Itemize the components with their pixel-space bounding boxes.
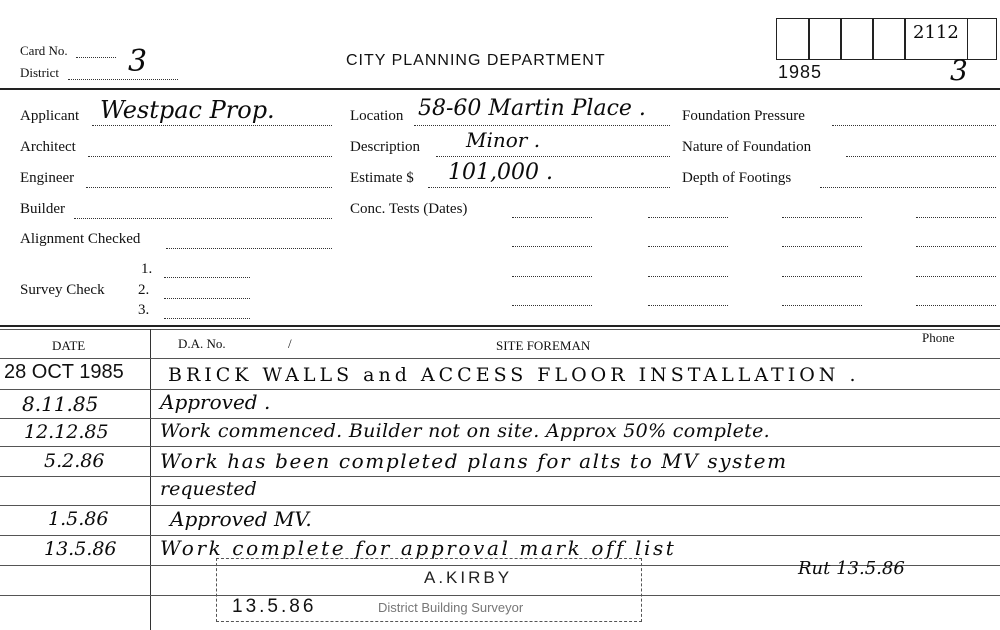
foundation-pressure-line bbox=[832, 124, 996, 126]
file-sub: 3 bbox=[950, 54, 968, 87]
conc-line-r4c1 bbox=[512, 304, 592, 306]
conc-line-r4c2 bbox=[648, 304, 728, 306]
alignment-line bbox=[166, 247, 332, 249]
log-header-date: DATE bbox=[52, 338, 86, 353]
stamp-date: 13.5.86 bbox=[232, 596, 317, 617]
conc-line-r1c2 bbox=[648, 216, 728, 218]
applicant-line bbox=[92, 124, 332, 126]
log-text-1: BRICK WALLS and ACCESS FLOOR INSTALLATION . bbox=[168, 364, 860, 386]
log-row-line-0 bbox=[0, 358, 1000, 359]
applicant-value: Westpac Prop. bbox=[100, 96, 275, 124]
card-no-label: Card No. bbox=[20, 43, 68, 58]
header-divider bbox=[0, 88, 1000, 90]
log-date-divider bbox=[150, 329, 151, 630]
log-date-7: 13.5.86 bbox=[44, 538, 117, 560]
conc-line-r1c3 bbox=[782, 216, 862, 218]
log-text-7: Work complete for approval mark off list bbox=[160, 536, 677, 560]
log-text-5: requested bbox=[160, 478, 257, 500]
estimate-value: 101,000 . bbox=[448, 160, 553, 185]
location-line bbox=[414, 124, 670, 126]
file-box-3 bbox=[840, 18, 874, 60]
builder-label: Builder bbox=[20, 201, 65, 217]
survey-1-label: 1. bbox=[141, 261, 153, 277]
log-date-4: 5.2.86 bbox=[44, 450, 105, 472]
location-value: 58-60 Martin Place . bbox=[418, 96, 646, 121]
log-header-slash: / bbox=[288, 336, 292, 351]
district-line bbox=[68, 78, 178, 80]
log-header-site-foreman: SITE FOREMAN bbox=[496, 338, 591, 353]
conc-line-r2c3 bbox=[782, 245, 862, 247]
conc-line-r1c1 bbox=[512, 216, 592, 218]
card-no-line bbox=[76, 56, 116, 58]
engineer-label: Engineer bbox=[20, 170, 75, 186]
log-row-line-2 bbox=[0, 418, 1000, 419]
depth-label: Depth of Footings bbox=[682, 170, 792, 186]
survey-2-label: 2. bbox=[138, 282, 150, 298]
conc-line-r2c1 bbox=[512, 245, 592, 247]
estimate-line bbox=[428, 186, 670, 188]
survey-3-label: 3. bbox=[138, 302, 150, 318]
conc-tests-label: Conc. Tests (Dates) bbox=[350, 201, 468, 217]
inspector-initials: Rut 13.5.86 bbox=[798, 558, 905, 579]
description-label: Description bbox=[350, 139, 420, 155]
architect-line bbox=[88, 155, 332, 157]
stamp-caption: District Building Surveyor bbox=[378, 600, 524, 615]
log-row-line-3 bbox=[0, 446, 1000, 447]
file-box-6 bbox=[966, 18, 997, 60]
file-number: 2112 bbox=[913, 22, 959, 43]
survey-3-line bbox=[164, 317, 250, 319]
estimate-label: Estimate $ bbox=[350, 170, 414, 186]
district-value: 3 bbox=[128, 44, 148, 79]
conc-line-r4c3 bbox=[782, 304, 862, 306]
survey-1-line bbox=[164, 276, 250, 278]
description-line bbox=[436, 155, 670, 157]
applicant-label: Applicant bbox=[20, 108, 80, 124]
log-row-line-4 bbox=[0, 476, 1000, 477]
location-label: Location bbox=[350, 108, 404, 124]
conc-line-r2c4 bbox=[916, 245, 996, 247]
log-text-3: Work commenced. Builder not on site. Approx 50% complete. bbox=[160, 420, 770, 442]
log-header-da-no: D.A. No. bbox=[178, 336, 226, 351]
survey-2-line bbox=[164, 297, 250, 299]
conc-line-r3c2 bbox=[648, 275, 728, 277]
log-date-6: 1.5.86 bbox=[48, 508, 109, 530]
conc-line-r3c4 bbox=[916, 275, 996, 277]
log-text-2: Approved . bbox=[160, 390, 271, 414]
log-date-3: 12.12.85 bbox=[24, 421, 109, 443]
file-box-4 bbox=[872, 18, 906, 60]
log-text-6: Approved MV. bbox=[170, 507, 312, 531]
log-date-2: 8.11.85 bbox=[22, 392, 99, 416]
conc-line-r1c4 bbox=[916, 216, 996, 218]
log-top-border bbox=[0, 325, 1000, 327]
alignment-label: Alignment Checked bbox=[20, 231, 141, 247]
engineer-line bbox=[86, 186, 332, 188]
page-title: CITY PLANNING DEPARTMENT bbox=[346, 52, 606, 69]
nature-label: Nature of Foundation bbox=[682, 139, 812, 155]
conc-line-r4c4 bbox=[916, 304, 996, 306]
stamp-name: A.KIRBY bbox=[424, 568, 513, 587]
log-date-1: 28 OCT 1985 bbox=[4, 361, 124, 383]
conc-line-r3c1 bbox=[512, 275, 592, 277]
log-row-line-1 bbox=[0, 389, 1000, 390]
conc-line-r3c3 bbox=[782, 275, 862, 277]
log-text-4: Work has been completed plans for alts to MV system bbox=[160, 449, 788, 473]
builder-line bbox=[74, 217, 332, 219]
architect-label: Architect bbox=[20, 139, 76, 155]
survey-check-label: Survey Check bbox=[20, 282, 105, 298]
depth-line bbox=[820, 186, 996, 188]
district-label: District bbox=[20, 65, 59, 80]
foundation-pressure-label: Foundation Pressure bbox=[682, 108, 805, 124]
description-value: Minor . bbox=[466, 128, 541, 152]
log-row-line-5 bbox=[0, 505, 1000, 506]
file-box-1 bbox=[776, 18, 810, 60]
nature-line bbox=[846, 155, 996, 157]
conc-line-r2c2 bbox=[648, 245, 728, 247]
year: 1985 bbox=[778, 62, 823, 82]
log-header-phone: Phone bbox=[922, 330, 955, 345]
file-box-2 bbox=[808, 18, 842, 60]
